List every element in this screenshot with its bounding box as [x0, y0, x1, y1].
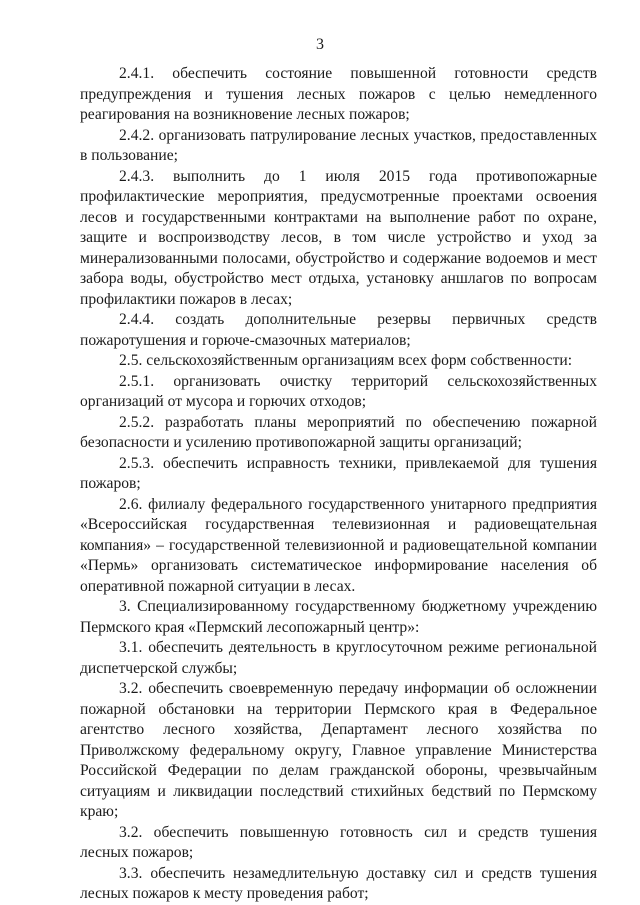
paragraph-2-5-1: 2.5.1. организовать очистку территорий сельскохозяйственных организаций от мусора и горючих отходов;	[80, 372, 597, 410]
paragraph-3-3: 3.3. обеспечить незамедлительную доставку сил и средств тушения лесных пожаров к месту проведения работ;	[80, 864, 597, 902]
paragraph-2-5-2: 2.5.2. разработать планы мероприятий по обеспечению пожарной безопасности и усилению противопожарной защиты организаций;	[80, 413, 597, 451]
paragraph-2-4-3: 2.4.3. выполнить до 1 июля 2015 года противопожарные профилактические мероприятия, предусмотренные проектами освоения лесов и государственными контрактами на выполнение работ по охране, защите и воспроизводству лесов, в том числе устройство и уход за минерализованными полосами, обустройство и содержание водоемов и мест забора воды, обустройство мест отдыха, установку аншлагов по вопросам профилактики пожаров в лесах;	[80, 167, 597, 308]
paragraph-2-4-1: 2.4.1. обеспечить состояние повышенной готовности средств предупреждения и тушения лесных пожаров с целью немедленного реагирования на возникновение лесных пожаров;	[80, 65, 597, 123]
paragraph-3-2-second: 3.2. обеспечить повышенную готовность сил и средств тушения лесных пожаров;	[80, 823, 597, 861]
paragraph-3-1: 3.1. обеспечить деятельность в круглосуточном режиме региональной диспетчерской службы;	[80, 639, 597, 677]
document-body	[80, 64, 597, 905]
paragraph-2-4-4: 2.4.4. создать дополнительные резервы первичных средств пожаротушения и горюче-смазочных материалов;	[80, 311, 597, 349]
paragraph-2-6: 2.6. филиалу федерального государственного унитарного предприятия «Всероссийская государственная телевизионная и радиовещательная компания» – государственной телевизионной и радиовещательной компании «Пермь» организовать систематическое информирование населения об оперативной пожарной ситуации в лесах.	[80, 495, 597, 595]
paragraph-3: 3. Специализированному государственному бюджетному учреждению Пермского края «Пермский лесопожарный центр»:	[80, 598, 597, 636]
paragraph-2-5: 2.5. сельскохозяйственным организациям всех форм собственности:	[119, 352, 573, 369]
paragraph-2-5-3: 2.5.3. обеспечить исправность техники, привлекаемой для тушения пожаров;	[80, 454, 597, 492]
paragraph-3-2-first: 3.2. обеспечить своевременную передачу информации об осложнении пожарной обстановки на территории Пермского края в Федеральное агентство лесного хозяйства, Департамент лесного хозяйства по Приволжскому федеральному округу, Главное управление Министерства Российской Федерации по делам гражданской обороны, чрезвычайным ситуациям и ликвидации последствий стихийных бедствий по Пермскому краю;	[80, 680, 597, 820]
paragraph-2-4-2: 2.4.2. организовать патрулирование лесных участков, предоставленных в пользование;	[80, 126, 597, 164]
page-number: 3	[316, 36, 324, 53]
